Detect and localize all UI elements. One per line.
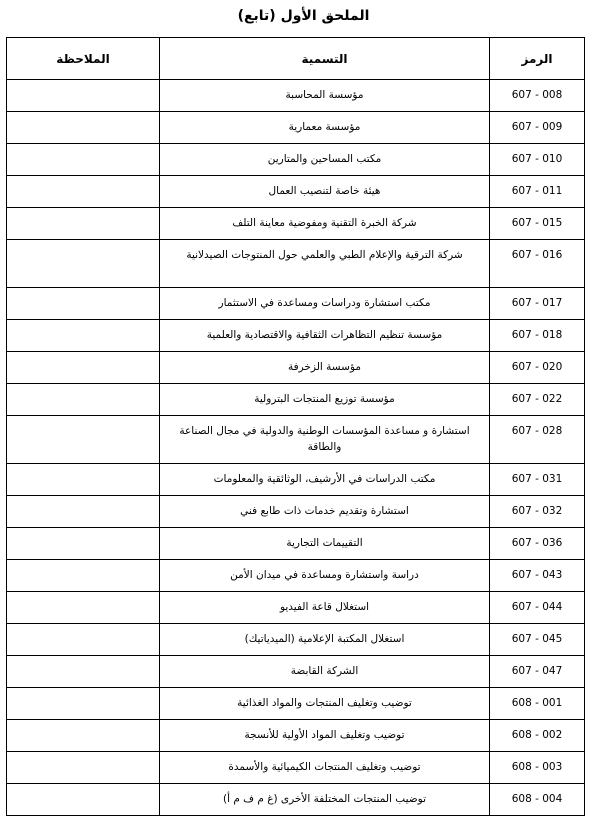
row-code: 608 - 003 [490, 752, 585, 784]
table-row [7, 112, 585, 144]
row-note [7, 208, 160, 240]
row-code: 607 - 032 [490, 496, 585, 528]
row-note [7, 384, 160, 416]
row-code: 607 - 044 [490, 592, 585, 624]
row-note [7, 288, 160, 320]
table-row [7, 592, 585, 624]
page-title: الملحق الأول (تابع) [237, 8, 370, 24]
table-row [7, 416, 585, 464]
row-note [7, 176, 160, 208]
table-row [7, 720, 585, 752]
row-name: شركة الخبرة التقنية ومفوضية معاينة التلف [160, 208, 490, 240]
row-note [7, 528, 160, 560]
row-note [7, 240, 160, 288]
row-code: 607 - 036 [490, 528, 585, 560]
row-name: شركة الترقية والإعلام الطبي والعلمي حول المنتوجات الصيدلانية [160, 240, 490, 288]
table-row [7, 752, 585, 784]
row-note [7, 80, 160, 112]
row-note [7, 656, 160, 688]
row-note [7, 464, 160, 496]
table-row [7, 784, 585, 816]
table-row [7, 656, 585, 688]
table-row [7, 80, 585, 112]
row-note [7, 592, 160, 624]
row-note [7, 560, 160, 592]
row-code: 608 - 001 [490, 688, 585, 720]
row-name: استغلال قاعة الفيديو [160, 592, 490, 624]
row-note [7, 112, 160, 144]
row-name: توضيب وتغليف المنتجات والمواد الغذائية [160, 688, 490, 720]
row-name: مكتب استشارة ودراسات ومساعدة في الاستثمار [160, 288, 490, 320]
row-name: الشركة القابضة [160, 656, 490, 688]
row-note [7, 496, 160, 528]
row-code: 608 - 002 [490, 720, 585, 752]
table-row [7, 144, 585, 176]
row-code: 607 - 043 [490, 560, 585, 592]
row-name: مكتب المساحين والمتارين [160, 144, 490, 176]
table-row [7, 464, 585, 496]
table-row [7, 624, 585, 656]
row-name: توضيب وتغليف المنتجات الكيميائية والأسمدة [160, 752, 490, 784]
header-note: الملاحظة [7, 38, 160, 80]
row-note [7, 752, 160, 784]
row-note [7, 624, 160, 656]
row-code: 607 - 015 [490, 208, 585, 240]
table-row [7, 176, 585, 208]
annex-table-container [6, 37, 584, 816]
row-code: 607 - 045 [490, 624, 585, 656]
row-code: 607 - 016 [490, 240, 585, 288]
row-code: 607 - 009 [490, 112, 585, 144]
row-name: استغلال المكتبة الإعلامية (الميدياتيك) [160, 624, 490, 656]
row-code: 607 - 010 [490, 144, 585, 176]
row-name: مؤسسة تنظيم التظاهرات الثقافية والاقتصادية والعلمية [160, 320, 490, 352]
row-name: مؤسسة معمارية [160, 112, 490, 144]
row-name: مؤسسة المحاسبة [160, 80, 490, 112]
row-note [7, 352, 160, 384]
row-name: مؤسسة الزخرفة [160, 352, 490, 384]
table-row [7, 352, 585, 384]
table-row [7, 384, 585, 416]
header-name: التسمية [160, 38, 490, 80]
table-header-row [7, 38, 585, 80]
table-row [7, 208, 585, 240]
table-row [7, 688, 585, 720]
row-code: 607 - 028 [490, 416, 585, 464]
row-note [7, 720, 160, 752]
table-row [7, 240, 585, 288]
row-name: دراسة واستشارة ومساعدة في ميدان الأمن [160, 560, 490, 592]
table-row [7, 320, 585, 352]
table-row [7, 496, 585, 528]
row-code: 607 - 018 [490, 320, 585, 352]
row-code: 607 - 020 [490, 352, 585, 384]
row-note [7, 416, 160, 464]
table-row [7, 288, 585, 320]
row-name: هيئة خاصة لتنصيب العمال [160, 176, 490, 208]
row-code: 607 - 031 [490, 464, 585, 496]
annex-table [6, 37, 585, 816]
row-name: مؤسسة توزيع المنتجات البترولية [160, 384, 490, 416]
row-code: 608 - 004 [490, 784, 585, 816]
row-note [7, 320, 160, 352]
header-code: الرمز [490, 38, 585, 80]
row-name: التقييمات التجارية [160, 528, 490, 560]
row-code: 607 - 047 [490, 656, 585, 688]
row-note [7, 144, 160, 176]
row-name: استشارة وتقديم خدمات ذات طابع فني [160, 496, 490, 528]
row-code: 607 - 008 [490, 80, 585, 112]
row-name: توضيب وتغليف المواد الأولية للأنسجة [160, 720, 490, 752]
row-name: توضيب المنتجات المختلفة الأخرى (غ م ف م أ) [160, 784, 490, 816]
table-row [7, 528, 585, 560]
row-name: استشارة و مساعدة المؤسسات الوطنية والدولية في مجال الصناعة والطاقة [160, 416, 490, 464]
row-code: 607 - 022 [490, 384, 585, 416]
row-note [7, 688, 160, 720]
row-note [7, 784, 160, 816]
row-code: 607 - 017 [490, 288, 585, 320]
row-code: 607 - 011 [490, 176, 585, 208]
table-row [7, 560, 585, 592]
row-name: مكتب الدراسات في الأرشيف، الوثائقية والمعلومات [160, 464, 490, 496]
